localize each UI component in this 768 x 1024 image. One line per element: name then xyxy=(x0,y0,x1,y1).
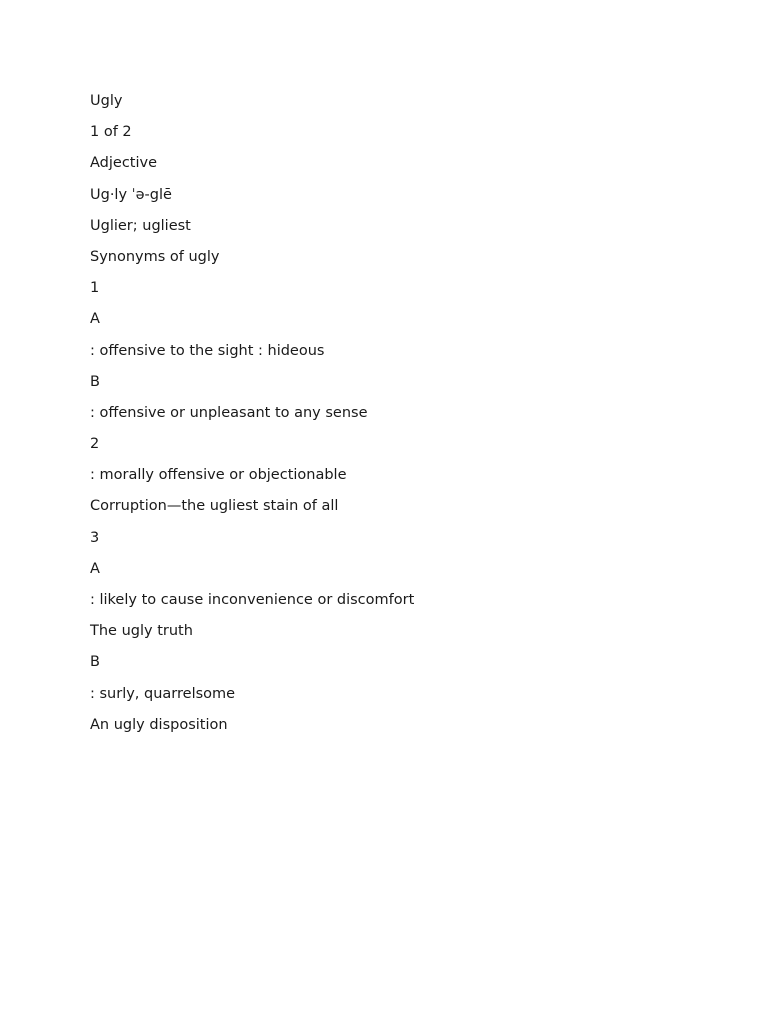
definition-2: : morally offensive or objectionable xyxy=(90,467,347,484)
example-3b: An ugly disposition xyxy=(90,716,228,733)
headword: Ugly xyxy=(90,93,123,109)
part-of-speech: Adjective xyxy=(90,155,158,172)
document-body xyxy=(90,91,690,746)
sense-number-3: 3 xyxy=(90,529,100,546)
definition-1a: : offensive to the sight : hideous xyxy=(90,342,325,359)
example-2: Corruption—the ugliest stain of all xyxy=(90,498,339,515)
pronunciation: Ug·ly ˈə-glē xyxy=(90,186,172,203)
sense-letter-3a: A xyxy=(90,560,100,577)
sense-letter-3b: B xyxy=(90,654,100,671)
example-3a: The ugly truth xyxy=(90,623,193,640)
inflections: Uglier; ugliest xyxy=(90,217,191,234)
definition-1b: : offensive or unpleasant to any sense xyxy=(90,404,368,421)
synonyms-label: Synonyms of ugly xyxy=(90,248,220,265)
sense-number-1: 1 xyxy=(90,280,100,297)
sense-letter-1b: B xyxy=(90,373,100,390)
entry-count: 1 of 2 xyxy=(90,124,132,141)
definition-3b: : surly, quarrelsome xyxy=(90,685,236,702)
definition-3a: : likely to cause inconvenience or discomfort xyxy=(90,592,415,608)
sense-letter-1a: A xyxy=(90,311,100,328)
sense-number-2: 2 xyxy=(90,436,100,453)
